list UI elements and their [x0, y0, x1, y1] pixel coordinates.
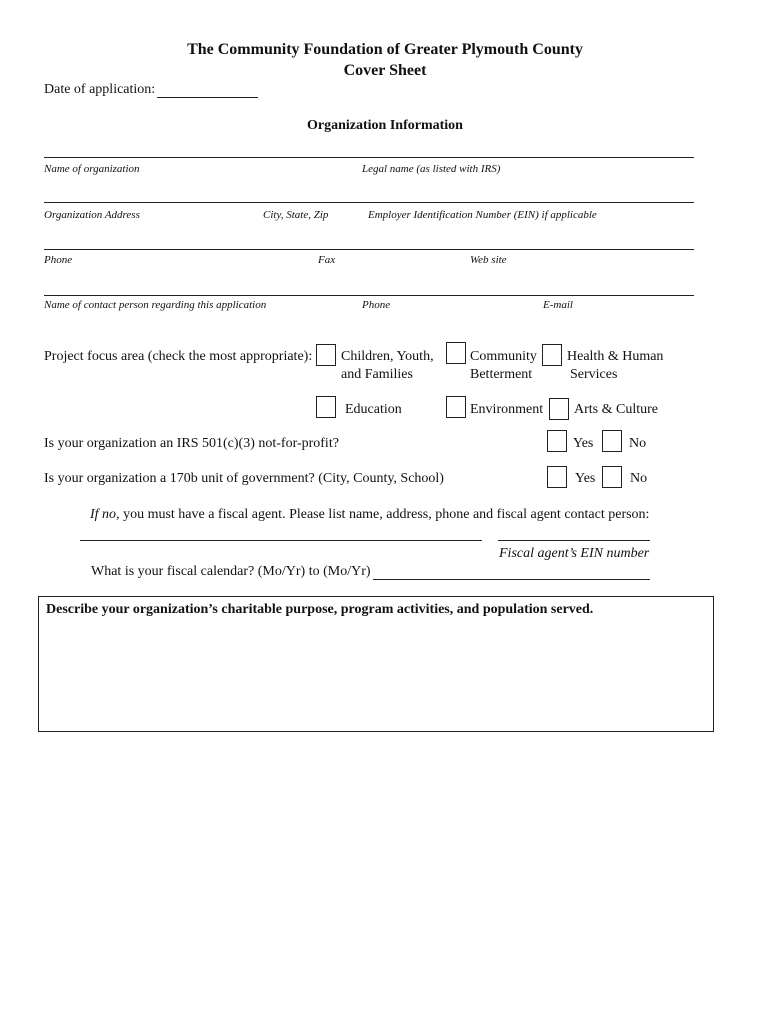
phone-line[interactable] — [44, 249, 694, 250]
address-label: Organization Address — [44, 209, 140, 221]
children-label-2: and Families — [341, 367, 413, 382]
gov-question: Is your organization a 170b unit of government? (City, County, School) — [44, 471, 444, 486]
arts-label: Arts & Culture — [574, 402, 658, 417]
gov-no-checkbox[interactable] — [602, 466, 622, 488]
checkbox-environment[interactable] — [446, 396, 466, 418]
health-label-1: Health & Human — [567, 349, 664, 364]
community-label-2: Betterment — [470, 367, 533, 382]
contact-label: Name of contact person regarding this application — [44, 299, 267, 311]
gov-yes-label: Yes — [575, 471, 596, 486]
org-name-line[interactable] — [44, 157, 694, 158]
irs-question: Is your organization an IRS 501(c)(3) not-for-profit? — [44, 436, 339, 451]
org-name-label: Name of organization — [44, 163, 140, 175]
fiscal-calendar-question: What is your fiscal calendar? (Mo/Yr) to (Mo/Yr) — [91, 564, 371, 579]
checkbox-children[interactable] — [316, 344, 336, 366]
checkbox-arts[interactable] — [549, 398, 569, 420]
environment-label: Environment — [470, 402, 544, 417]
date-label: Date of application: — [44, 82, 156, 97]
community-label-1: Community — [470, 349, 537, 364]
fiscal-agent-line[interactable] — [80, 540, 482, 541]
checkbox-community[interactable] — [446, 342, 466, 364]
section-title: Organization Information — [307, 118, 463, 133]
fiscal-ein-line[interactable] — [498, 540, 650, 541]
ein-label: Employer Identification Number (EIN) if applicable — [368, 209, 597, 221]
contact-phone-label: Phone — [362, 299, 391, 311]
checkbox-health[interactable] — [542, 344, 562, 366]
address-line[interactable] — [44, 202, 694, 203]
health-label-2: Services — [570, 367, 618, 382]
focus-question: Project focus area (check the most appropriate): — [44, 349, 313, 364]
form-subtitle: Cover Sheet — [343, 62, 427, 79]
irs-yes-label: Yes — [573, 436, 594, 451]
fiscal-ein-label: Fiscal agent’s EIN number — [499, 546, 650, 561]
fiscal-calendar-line[interactable] — [373, 579, 650, 580]
if-no-text: If no — [90, 507, 117, 522]
gov-no-label: No — [630, 471, 648, 486]
description-box[interactable] — [38, 596, 714, 732]
website-label: Web site — [470, 254, 507, 266]
form-title: The Community Foundation of Greater Plymouth County — [187, 41, 583, 58]
date-field[interactable] — [157, 97, 258, 98]
fiscal-instruction — [90, 507, 649, 523]
irs-no-checkbox[interactable] — [602, 430, 622, 452]
checkbox-education[interactable] — [316, 396, 336, 418]
education-label: Education — [345, 402, 402, 417]
irs-no-label: No — [629, 436, 647, 451]
contact-line[interactable] — [44, 295, 694, 296]
city-label: City, State, Zip — [263, 209, 329, 221]
fax-label: Fax — [318, 254, 336, 266]
fiscal-instruction-text: , you must have a fiscal agent. Please list name, address, phone and fiscal agent contact person: — [116, 507, 650, 522]
phone-label: Phone — [44, 254, 73, 266]
email-label: E-mail — [543, 299, 573, 311]
children-label-1: Children, Youth, — [341, 349, 434, 364]
legal-name-label: Legal name (as listed with IRS) — [362, 163, 501, 175]
irs-yes-checkbox[interactable] — [547, 430, 567, 452]
gov-yes-checkbox[interactable] — [547, 466, 567, 488]
description-prompt: Describe your organization’s charitable purpose, program activities, and population served. — [46, 602, 594, 617]
